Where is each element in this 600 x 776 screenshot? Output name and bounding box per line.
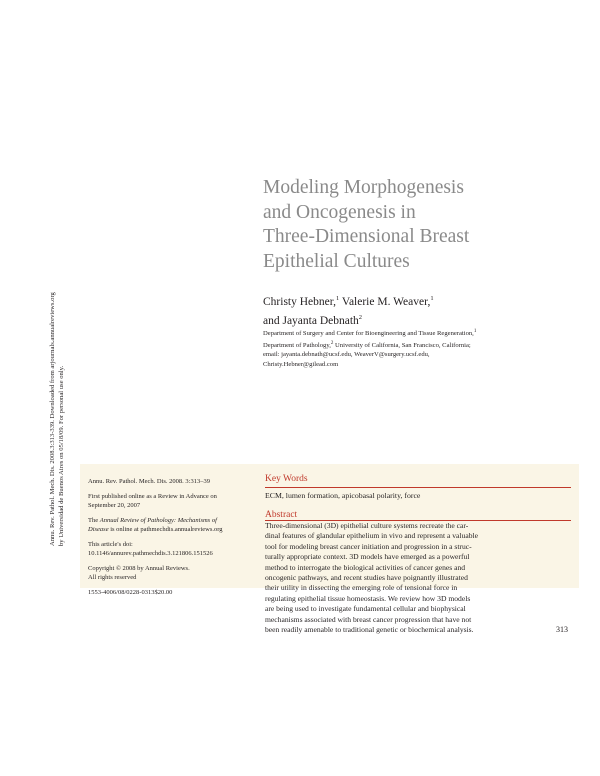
email-line: email: jayanta.debnath@ucsf.edu, WeaverV@surgery.ucsf.edu, xyxy=(263,351,430,358)
affiliation-marker: 1 xyxy=(336,295,340,302)
issn-info xyxy=(88,588,254,597)
abstract-heading: Abstract xyxy=(265,510,298,520)
download-notice-line-2: by Universidad de Buenos Aires on 05/18/09. For personal use only. xyxy=(58,365,65,546)
abstract-line: tool for modeling breast cancer initiation and progression in a struc- xyxy=(265,541,472,551)
journal-url[interactable]: is online at pathmechdis.annualreviews.org xyxy=(110,526,223,533)
journal-name: Disease xyxy=(88,526,109,533)
abstract-line: mechanisms associated with breast cancer progression that have not xyxy=(265,614,472,624)
doi-link[interactable]: 10.1146/annurev.pathmechdis.3.121806.151526 xyxy=(88,550,213,557)
abstract-line: dinal features of glandular epithelium in vivo and represent a valuable xyxy=(265,531,478,541)
abstract-line: oncogenic pathways, and recent studies have poignantly illustrated xyxy=(265,573,468,583)
keywords-heading: Key Words xyxy=(265,474,308,484)
abstract-line: their utility in dissecting the emerging role of tensional force in xyxy=(265,583,458,593)
affiliation-line xyxy=(263,339,563,351)
abstract-line: Three-dimensional (3D) epithelial culture systems recreate the car- xyxy=(265,521,469,530)
affiliation-text: Department of Pathology, xyxy=(263,341,331,349)
journal-name: Annual Review of Pathology: Mechanisms of xyxy=(99,517,217,524)
download-notice xyxy=(48,226,66,546)
citation-text: Annu. Rev. Pathol. Mech. Dis. 2008. 3:313–39 xyxy=(88,478,210,485)
affiliations xyxy=(263,327,563,369)
journal-line xyxy=(88,516,254,525)
affiliation-text: Department of Surgery and Center for Bioengineering and Tissue Regeneration, xyxy=(263,330,474,337)
journal-info xyxy=(88,516,254,534)
download-notice-line-1: Annu. Rev. Pathol. Mech. Dis. 2008.3:313-339. Downloaded from arjournals.annualreviews.org xyxy=(49,292,56,546)
first-published-text: First published online as a Review in Advance on xyxy=(88,493,217,500)
rights-text: All rights reserved xyxy=(88,574,137,581)
author-name: and Jayanta Debnath xyxy=(263,315,359,327)
abstract-line: are being used to investigate fundamental cellular and biophysical xyxy=(265,604,466,614)
author-list xyxy=(263,291,563,329)
abstract-line: regulating epithelial tissue homeostasis. We review how 3D models xyxy=(265,593,471,603)
title-line: Modeling Morphogenesis xyxy=(263,177,464,198)
issn-text: 1553-4006/08/0228-0313$20.00 xyxy=(88,589,173,596)
journal-line xyxy=(88,525,254,534)
affiliation-text: University of California, San Francisco, California; xyxy=(335,341,471,349)
affiliation-line xyxy=(263,327,563,339)
journal-prefix: The xyxy=(88,517,99,524)
title-line: and Oncogenesis in xyxy=(263,201,416,223)
abstract-line: turally appropriate context. 3D models have emerged as a powerful xyxy=(265,552,470,562)
author-name: Christy Hebner, xyxy=(263,296,336,308)
page-number: 313 xyxy=(556,625,568,634)
first-published-date: September 20, 2007 xyxy=(88,502,141,509)
keywords-divider xyxy=(265,487,571,488)
doi-info xyxy=(88,540,254,558)
publication-metadata xyxy=(88,477,254,603)
author-line-1 xyxy=(263,291,563,310)
affiliation-marker: 1 xyxy=(430,295,434,302)
title-line: Epithelial Cultures xyxy=(263,250,410,272)
email-line: Christy.Hebner@gilead.com xyxy=(263,360,339,368)
article-title xyxy=(263,176,563,274)
affiliation-marker: 2 xyxy=(330,340,334,346)
affiliation-marker: 2 xyxy=(358,314,363,321)
citation xyxy=(88,477,254,486)
author-name: Valerie M. Weaver, xyxy=(341,296,431,308)
title-line: Three-Dimensional Breast xyxy=(263,226,470,247)
first-published xyxy=(88,492,254,510)
abstract-line: been readily amenable to traditional genetic or biochemical analysis. xyxy=(265,625,474,635)
copyright-info xyxy=(88,564,254,582)
keywords-text: ECM, lumen formation, apicobasal polarity, force xyxy=(265,491,421,500)
abstract-body xyxy=(265,521,571,635)
affiliation-marker: 1 xyxy=(473,329,477,334)
copyright-text: Copyright © 2008 by Annual Reviews. xyxy=(88,565,190,572)
abstract-line: method to interrogate the biological activities of cancer genes and xyxy=(265,562,466,572)
doi-label: This article's doi: xyxy=(88,541,133,548)
